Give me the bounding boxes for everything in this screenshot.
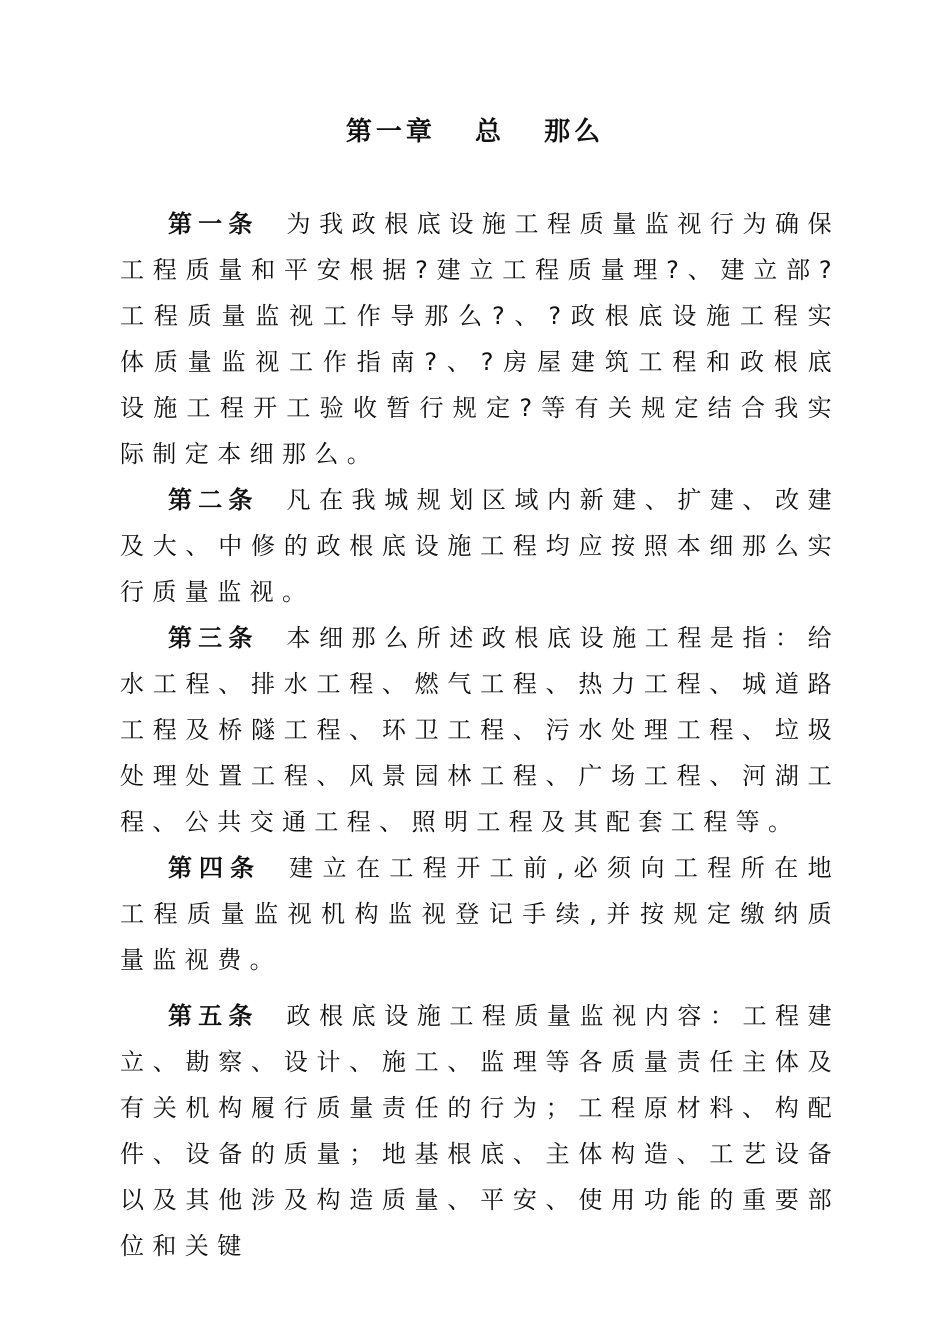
article-5-label: 第五条 <box>168 1002 259 1030</box>
article-1 <box>120 201 840 477</box>
document-body <box>120 201 840 1269</box>
article-1-text: 为我政根底设施工程质量监视行为确保工程质量和平安根据?建立工程质量理?、建立部?工程质量监视工作导那么?、?政根底设施工程实体质量监视工作指南?、?房屋建筑工程和政根底设施工程开工验收暂行规定?等有关规定结合我实际制定本细那么。 <box>120 210 840 468</box>
article-3 <box>120 615 840 845</box>
article-3-text: 本细那么所述政根底设施工程是指：给水工程、排水工程、燃气工程、热力工程、城道路工程及桥隧工程、环卫工程、污水处理工程、垃圾处理处置工程、风景园林工程、广场工程、河湖工程、公共交通工程、照明工程及其配套工程等。 <box>120 624 840 836</box>
article-4-text: 建立在工程开工前,必须向工程所在地工程质量监视机构监视登记手续,并按规定缴纳质量监视费。 <box>120 854 840 974</box>
article-2 <box>120 477 840 615</box>
article-4 <box>120 845 840 983</box>
article-5 <box>120 993 840 1269</box>
article-3-label: 第三条 <box>168 624 259 652</box>
article-1-label: 第一条 <box>168 210 259 238</box>
article-2-label: 第二条 <box>168 486 259 514</box>
chapter-title: 第一章 总 那么 <box>345 117 605 147</box>
article-4-label: 第四条 <box>168 854 262 882</box>
article-5-text: 政根底设施工程质量监视内容：工程建立、勘察、设计、施工、监理等各质量责任主体及有关机构履行质量责任的行为；工程原材料、构配件、设备的质量；地基根底、主体构造、工艺设备以及其他涉及构造质量、平安、使用功能的重要部位和关键 <box>120 1002 840 1260</box>
article-2-text: 凡在我城规划区域内新建、扩建、改建及大、中修的政根底设施工程均应按照本细那么实行质量监视。 <box>120 486 840 606</box>
